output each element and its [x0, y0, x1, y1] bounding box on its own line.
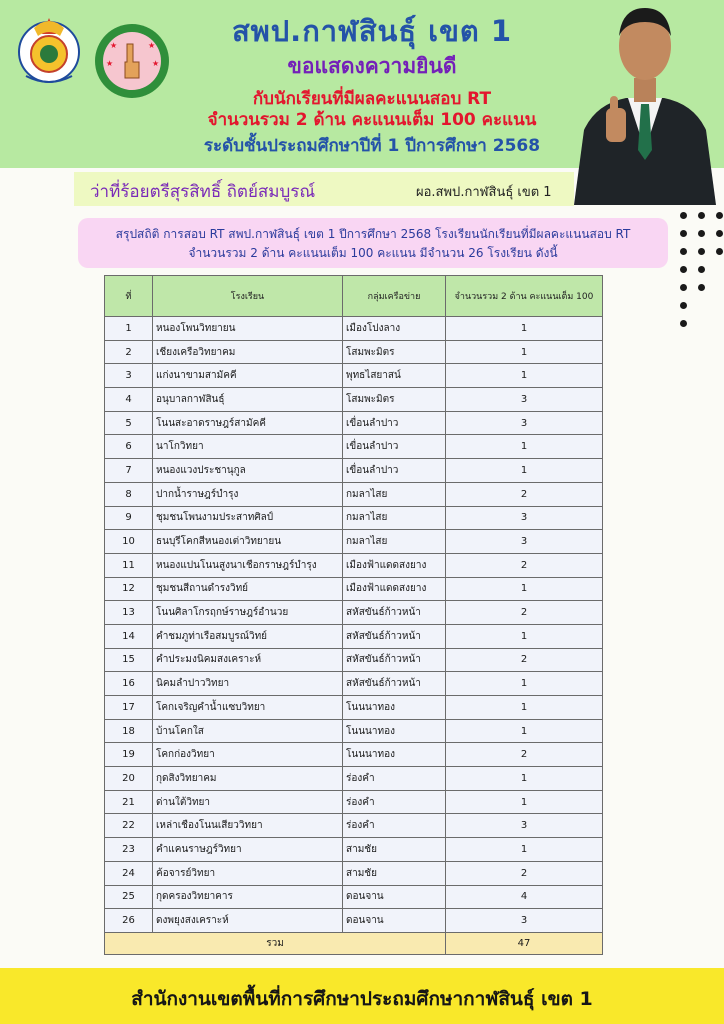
row-count: 2	[446, 482, 603, 506]
row-network: เมืองฟ้าแดดสงยาง	[343, 577, 446, 601]
row-network: ร่องคำ	[343, 767, 446, 791]
row-no: 21	[105, 790, 153, 814]
footer-office-name: สำนักงานเขตพื้นที่การศึกษาประถมศึกษากาฬสินธุ์ เขต 1	[131, 988, 593, 1010]
table-row	[105, 601, 603, 625]
heading-line-1: กับนักเรียนที่มีผลคะแนนสอบ RT	[252, 89, 492, 109]
row-no: 1	[105, 317, 153, 341]
table-row	[105, 838, 603, 862]
row-network: ร่องคำ	[343, 814, 446, 838]
table-row	[105, 411, 603, 435]
row-school: หนองแวงประชานุกูล	[153, 459, 343, 483]
row-no: 14	[105, 624, 153, 648]
row-count: 1	[446, 317, 603, 341]
table-row	[105, 767, 603, 791]
row-network: ดอนจาน	[343, 885, 446, 909]
row-network: สหัสขันธ์ก้าวหน้า	[343, 624, 446, 648]
row-count: 2	[446, 861, 603, 885]
row-network: ร่องคำ	[343, 790, 446, 814]
row-school: คำชมภูท่าเรือสมบูรณ์วิทย์	[153, 624, 343, 648]
row-no: 4	[105, 388, 153, 412]
header-school: โรงเรียน	[153, 276, 343, 317]
table-row	[105, 624, 603, 648]
row-school: ค้อจารย์วิทยา	[153, 861, 343, 885]
results-table	[104, 275, 602, 955]
row-no: 13	[105, 601, 153, 625]
row-count: 1	[446, 672, 603, 696]
row-no: 16	[105, 672, 153, 696]
row-no: 25	[105, 885, 153, 909]
row-school: ปากน้ำราษฎร์บำรุง	[153, 482, 343, 506]
table-row	[105, 317, 603, 341]
row-network: กมลาไสย	[343, 506, 446, 530]
row-no: 15	[105, 648, 153, 672]
director-photo	[566, 0, 724, 205]
row-network: สามชัย	[343, 838, 446, 862]
row-no: 22	[105, 814, 153, 838]
row-count: 1	[446, 435, 603, 459]
row-count: 1	[446, 459, 603, 483]
row-school: ชุมชนสีถานดำรงวิทย์	[153, 577, 343, 601]
row-no: 17	[105, 696, 153, 720]
table-body	[105, 317, 603, 933]
table-row	[105, 506, 603, 530]
row-no: 12	[105, 577, 153, 601]
table-row	[105, 553, 603, 577]
table-row	[105, 459, 603, 483]
row-count: 1	[446, 719, 603, 743]
row-count: 1	[446, 767, 603, 791]
row-no: 18	[105, 719, 153, 743]
row-network: โสมพะมิตร	[343, 340, 446, 364]
row-school: หนองแปนโนนสูงนาเชือกราษฎร์บำรุง	[153, 553, 343, 577]
table-row	[105, 861, 603, 885]
table-row	[105, 435, 603, 459]
table-row	[105, 719, 603, 743]
svg-text:★: ★	[148, 41, 156, 50]
row-school: บ้านโคกใส	[153, 719, 343, 743]
row-network: สหัสขันธ์ก้าวหน้า	[343, 672, 446, 696]
row-school: ด่านใต้วิทยา	[153, 790, 343, 814]
row-no: 11	[105, 553, 153, 577]
svg-text:★: ★	[106, 59, 114, 68]
table-row	[105, 530, 603, 554]
row-school: โนนสะอาดราษฎร์สามัคคี	[153, 411, 343, 435]
decorative-dots	[660, 208, 724, 338]
row-school: อนุบาลกาฬสินธุ์	[153, 388, 343, 412]
total-row	[105, 932, 603, 954]
row-network: กมลาไสย	[343, 530, 446, 554]
row-network: เขื่อนลำปาว	[343, 459, 446, 483]
table-row	[105, 340, 603, 364]
row-network: เมืองฟ้าแดดสงยาง	[343, 553, 446, 577]
row-count: 2	[446, 553, 603, 577]
row-no: 23	[105, 838, 153, 862]
page-title: สพป.กาฬสินธุ์ เขต 1	[231, 14, 513, 48]
table-row	[105, 672, 603, 696]
row-school: นาโกวิทยา	[153, 435, 343, 459]
row-no: 7	[105, 459, 153, 483]
row-count: 1	[446, 696, 603, 720]
table-row	[105, 885, 603, 909]
table-row	[105, 482, 603, 506]
row-count: 3	[446, 388, 603, 412]
row-school: ดงพยุงสงเคราะห์	[153, 909, 343, 933]
row-network: เขื่อนลำปาว	[343, 435, 446, 459]
row-no: 3	[105, 364, 153, 388]
table-row	[105, 388, 603, 412]
row-count: 2	[446, 601, 603, 625]
summary-line-1: สรุปสถิติ การสอบ RT สพป.กาฬสินธุ์ เขต 1 ปีการศึกษา 2568 โรงเรียนนักเรียนที่มีผลคะแนนสอบ RT	[115, 227, 631, 241]
svg-text:★: ★	[110, 41, 118, 50]
row-count: 1	[446, 340, 603, 364]
table-row	[105, 577, 603, 601]
footer-banner	[0, 968, 724, 1024]
table-row	[105, 364, 603, 388]
row-school: โคกก่องวิทยา	[153, 743, 343, 767]
row-count: 1	[446, 838, 603, 862]
row-school: คำแคนราษฎร์วิทยา	[153, 838, 343, 862]
row-network: โสมพะมิตร	[343, 388, 446, 412]
row-network: ดอนจาน	[343, 909, 446, 933]
table-row	[105, 814, 603, 838]
summary-line-2: จำนวนรวม 2 ด้าน คะแนนเต็ม 100 คะแนน มีจำนวน 26 โรงเรียน ดังนี้	[188, 246, 558, 260]
row-count: 3	[446, 909, 603, 933]
row-count: 3	[446, 814, 603, 838]
row-network: สามชัย	[343, 861, 446, 885]
congrats-heading: ขอแสดงความยินดี	[287, 54, 457, 78]
header-no: ที่	[105, 276, 153, 317]
row-network: เขื่อนลำปาว	[343, 411, 446, 435]
row-no: 10	[105, 530, 153, 554]
row-school: หนองโพนวิทยายน	[153, 317, 343, 341]
total-value: 47	[446, 932, 603, 954]
table-row	[105, 790, 603, 814]
director-position: ผอ.สพป.กาฬสินธุ์ เขต 1	[416, 185, 552, 200]
row-count: 1	[446, 577, 603, 601]
row-network: โนนนาทอง	[343, 719, 446, 743]
row-no: 20	[105, 767, 153, 791]
table-row	[105, 696, 603, 720]
row-school: กุดครองวิทยาคาร	[153, 885, 343, 909]
row-network: เมืองโปงลาง	[343, 317, 446, 341]
row-no: 6	[105, 435, 153, 459]
heading-line-3: ระดับชั้นประถมศึกษาปีที่ 1 ปีการศึกษา 2568	[203, 136, 541, 156]
row-no: 8	[105, 482, 153, 506]
row-school: กุดสิงวิทยาคม	[153, 767, 343, 791]
row-no: 9	[105, 506, 153, 530]
row-school: ชุมชนโพนงามประสาทศิลป์	[153, 506, 343, 530]
row-count: 2	[446, 648, 603, 672]
row-network: สหัสขันธ์ก้าวหน้า	[343, 601, 446, 625]
row-school: ธนบุรีโคกสีหนองเต่าวิทยายน	[153, 530, 343, 554]
table-row	[105, 743, 603, 767]
heading-line-2: จำนวนรวม 2 ด้าน คะแนนเต็ม 100 คะแนน	[207, 110, 537, 130]
row-count: 3	[446, 411, 603, 435]
row-school: โนนศิลาโกรฤกษ์ราษฎร์อำนวย	[153, 601, 343, 625]
row-network: พุทธไสยาสน์	[343, 364, 446, 388]
row-count: 4	[446, 885, 603, 909]
row-school: คำประมงนิคมสงเคราะห์	[153, 648, 343, 672]
header-network: กลุ่มเครือข่าย	[343, 276, 446, 317]
row-count: 1	[446, 364, 603, 388]
row-school: เหล่าเชืองโนนเสียววิทยา	[153, 814, 343, 838]
row-school: เชียงเครือวิทยาคม	[153, 340, 343, 364]
table-row	[105, 648, 603, 672]
row-count: 3	[446, 530, 603, 554]
table-row	[105, 909, 603, 933]
row-network: กมลาไสย	[343, 482, 446, 506]
row-count: 2	[446, 743, 603, 767]
summary-box	[78, 218, 668, 268]
row-count: 1	[446, 624, 603, 648]
row-count: 1	[446, 790, 603, 814]
director-name: ว่าที่ร้อยตรีสุรสิทธิ์ ถิตย์สมบูรณ์	[90, 182, 316, 202]
row-school: นิคมลำปาววิทยา	[153, 672, 343, 696]
header-count: จำนวนรวม 2 ด้าน คะแนนเต็ม 100	[446, 276, 603, 317]
row-school: โคกเจริญคำน้ำแซบวิทยา	[153, 696, 343, 720]
total-label: รวม	[105, 932, 446, 954]
row-no: 24	[105, 861, 153, 885]
row-network: โนนนาทอง	[343, 696, 446, 720]
director-name-strip	[74, 172, 574, 206]
svg-text:★: ★	[152, 59, 160, 68]
row-school: แก่งนาขามสามัคคี	[153, 364, 343, 388]
row-no: 5	[105, 411, 153, 435]
row-no: 2	[105, 340, 153, 364]
row-no: 19	[105, 743, 153, 767]
row-network: โนนนาทอง	[343, 743, 446, 767]
row-network: สหัสขันธ์ก้าวหน้า	[343, 648, 446, 672]
row-no: 26	[105, 909, 153, 933]
table-header-row	[105, 276, 603, 317]
row-count: 3	[446, 506, 603, 530]
